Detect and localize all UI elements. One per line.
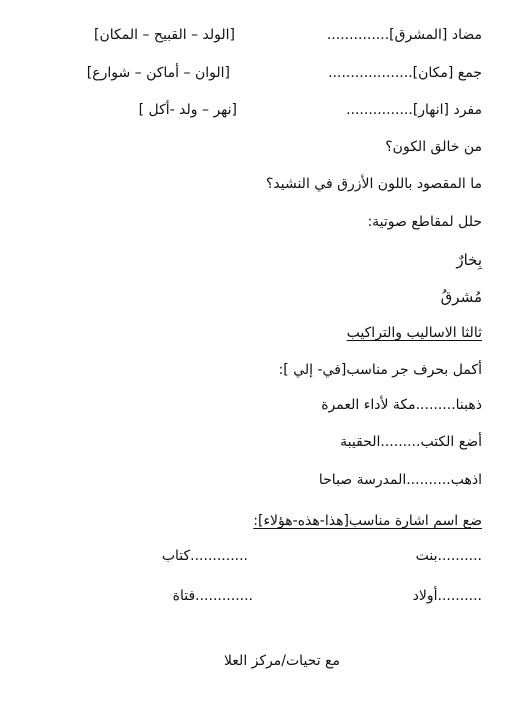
demonstrative-item-boys: ..........أولاد [412, 588, 482, 604]
demonstrative-item-book: .............كتاب [161, 548, 248, 564]
syllable-word-1: بِخارٌ [456, 251, 482, 269]
syllable-word-2: مُشرقُ [440, 288, 482, 306]
vocab-singular-options: [نهر – ولد -أكل ] [138, 102, 237, 118]
demonstratives-instruction: ضع اسم اشارة مناسب[هذا-هذه-هؤلاء]: [253, 513, 482, 529]
demonstrative-item-girl2: .............فتاة [172, 588, 253, 604]
question-blue-color: ما المقصود باللون الأزرق في النشيد؟ [265, 176, 482, 192]
vocab-singular-prompt: مفرد [انهار]............... [346, 102, 482, 118]
vocab-plural-options: [الوان – أماكن – شوارع] [86, 65, 230, 81]
vocab-plural-prompt: جمع [مكان]................... [328, 65, 482, 81]
prepositions-instruction: أكمل بحرف جر مناسب[في- إلي ]: [278, 362, 482, 378]
preposition-item-3: اذهب..........المدرسة صباحا [318, 472, 482, 488]
vocab-antonym-prompt: مضاد [المشرق].............. [326, 27, 482, 43]
footer-credit: مع تحيات/مركز العلا [223, 653, 340, 669]
preposition-item-2: أضع الكتب.........الحقيبة [340, 434, 482, 450]
preposition-item-1: ذهبنا.........مكة لأداء العمرة [321, 397, 482, 413]
syllables-instruction: حلل لمقاطع صوتية: [367, 214, 482, 230]
demonstrative-item-girl: ..........بنت [415, 548, 482, 564]
vocab-antonym-options: [الولد – القبيح – المكان] [94, 27, 235, 43]
section3-heading: ثالثا الاساليب والتراكيب [346, 325, 482, 341]
question-creator: من خالق الكون؟ [385, 139, 482, 155]
